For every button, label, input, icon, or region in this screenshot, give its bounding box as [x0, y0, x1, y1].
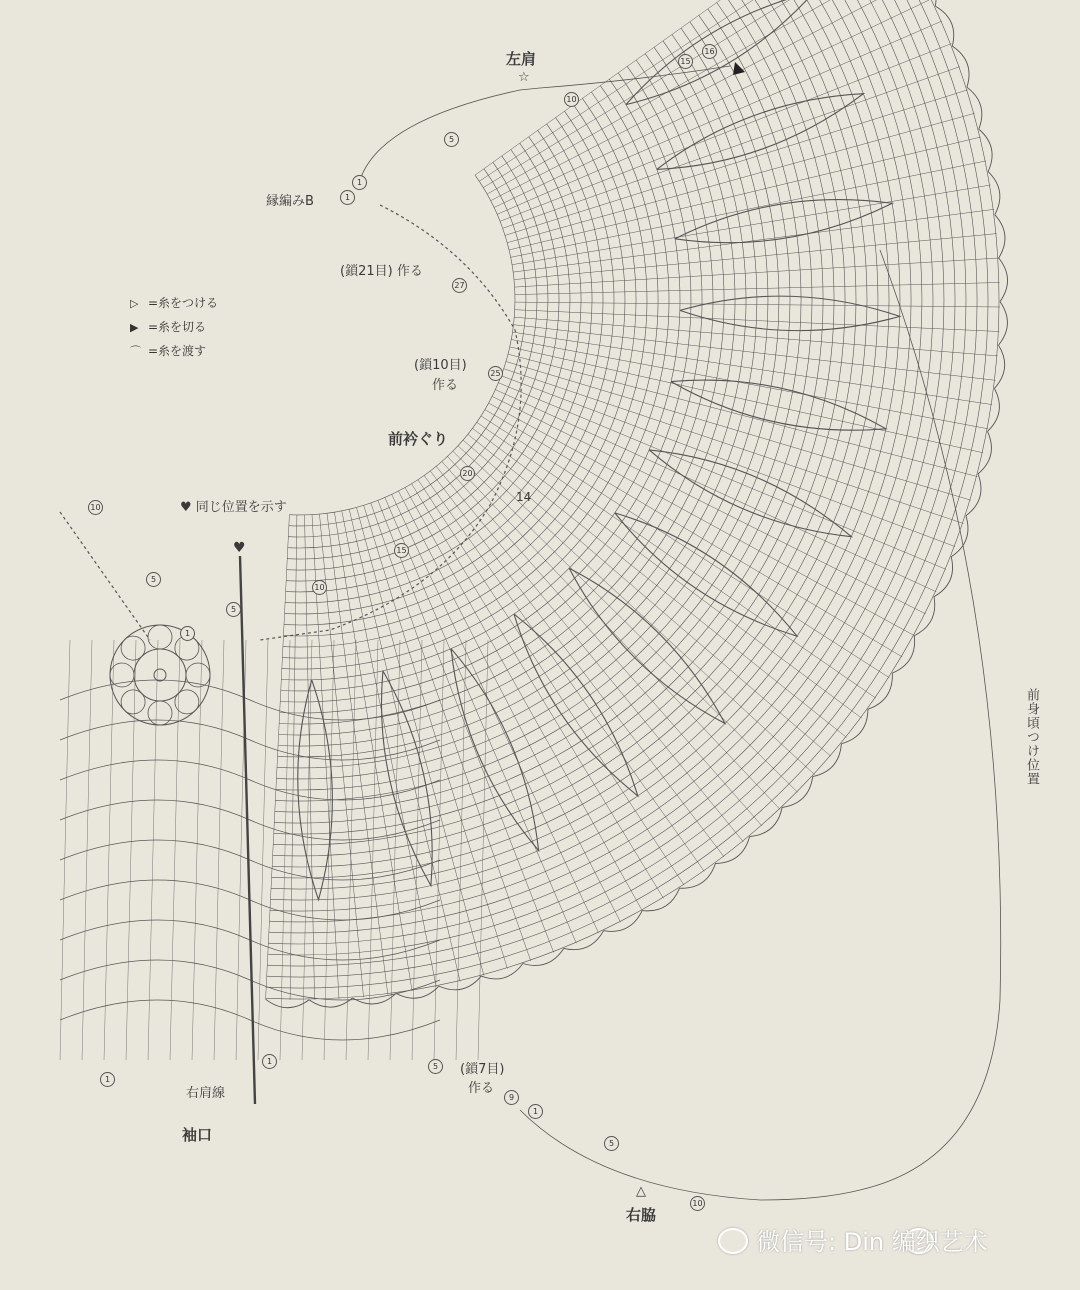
label-front-neckline: 前衿ぐり: [388, 430, 449, 448]
side-bracket: [520, 1110, 860, 1200]
scallop-edge: [642, 888, 679, 911]
row-number: 1: [340, 190, 355, 205]
stitch-column: [500, 44, 951, 222]
stitch-column: [442, 462, 762, 826]
scallop-edge: [978, 431, 991, 474]
stitch-column: [485, 410, 902, 657]
legend-item-carry: [130, 342, 206, 359]
row-arc: [280, 60, 713, 713]
stitch-column: [498, 383, 946, 570]
open-triangle-icon: ▷: [130, 297, 139, 310]
stitch-column: [378, 500, 554, 952]
stitch-column: [509, 137, 981, 250]
row-arc: [271, 0, 889, 889]
label-right-side: 右脇: [626, 1206, 657, 1224]
row-number: 1: [528, 1104, 543, 1119]
scallop-edge: [979, 129, 992, 172]
row-number: 10: [88, 500, 103, 515]
stitch-column: [514, 325, 996, 381]
label-chain21: (鎖21目) 作る: [340, 264, 423, 279]
wechat-logo-icon: [718, 1228, 748, 1254]
scallop-edge: [999, 258, 1008, 302]
row-number: 27: [452, 278, 467, 293]
scallop-edge: [481, 964, 523, 979]
stitch-column: [492, 396, 926, 614]
row-number: 5: [146, 572, 161, 587]
legend-text: =糸をつける: [148, 296, 219, 310]
sleeve-stitch: [126, 640, 136, 1060]
sleeve-stitch: [82, 640, 92, 1060]
stitch-column: [418, 480, 684, 886]
stitch-column: [512, 185, 990, 265]
row-number: 10: [564, 92, 579, 107]
row-number: 1: [352, 175, 367, 190]
label-left-shoulder: 左肩: [506, 50, 537, 68]
stitch-column: [327, 513, 388, 994]
stitch-column: [489, 403, 915, 635]
sleeve-row: [60, 1000, 440, 1040]
neckline-edge: [60, 512, 150, 640]
row-number: 1: [100, 1072, 115, 1087]
sleeve-stitch: [192, 640, 202, 1060]
legend-text: =糸を渡す: [148, 344, 207, 358]
stitch-column: [511, 161, 986, 257]
scallop-edge: [952, 46, 969, 87]
row-arc: [281, 79, 680, 680]
row-number: 5: [428, 1059, 443, 1074]
flower-center: [154, 669, 166, 681]
flower-petal: [110, 663, 134, 687]
stitch-column: [515, 283, 1000, 295]
flower-petal: [148, 625, 172, 649]
shoulder-bracket: [540, 66, 730, 88]
scallop-edge: [841, 709, 868, 744]
scallop-edge: [999, 302, 1008, 346]
sleeve-stitch: [478, 640, 488, 1060]
stitch-column: [491, 0, 921, 201]
sleeve-stitch: [280, 640, 290, 1060]
legend-text: =糸を切る: [148, 320, 207, 334]
row-number: 5: [604, 1136, 619, 1151]
stitch-column: [334, 512, 412, 991]
row-arc: [278, 41, 746, 746]
legend-item-attach: [130, 294, 218, 311]
row-number: 15: [394, 543, 409, 558]
front-body-bracket: [860, 250, 1001, 1190]
scallop-edge: [439, 976, 481, 990]
row-number: 20: [460, 466, 475, 481]
label-same-position: ♥ 同じ位置を示す: [180, 500, 287, 515]
row-arc: [271, 0, 900, 900]
scallop-edge: [604, 911, 643, 932]
filled-triangle-icon: [733, 62, 745, 75]
filled-triangle-icon: ▶: [130, 321, 139, 334]
row-arc: [289, 175, 515, 515]
row-number: 15: [678, 54, 693, 69]
scallop-edge: [934, 557, 953, 597]
row-number: 5: [226, 602, 241, 617]
label-right-shoulder-line: 右肩線: [186, 1086, 226, 1101]
row-arc: [281, 73, 691, 691]
label-chain7-a: (鎖7目): [460, 1062, 505, 1077]
row-arc: [274, 0, 823, 823]
row-arc: [278, 35, 757, 757]
sleeve-stitch: [60, 640, 70, 1060]
label-cuff: 袖口: [182, 1126, 213, 1144]
sleeve-row: [60, 800, 440, 840]
stitch-column: [412, 484, 664, 899]
stitch-column: [463, 440, 831, 756]
sleeve-stitch: [434, 640, 444, 1060]
stitch-column: [385, 498, 576, 944]
scallop-edge: [868, 673, 892, 709]
row-number: 10: [312, 580, 327, 595]
stitch-column: [453, 451, 798, 792]
row-number: 1: [180, 626, 195, 641]
label-chain7-b: 作る: [468, 1081, 495, 1096]
row-arc: [273, 0, 845, 845]
flower-motif: [110, 625, 210, 725]
scallop-edge: [715, 837, 749, 864]
scallop-edge: [813, 744, 842, 777]
row-arc: [288, 162, 537, 537]
row-number: 25: [488, 366, 503, 381]
flower-petal: [121, 636, 145, 660]
stitch-column: [510, 347, 983, 453]
scallop-edge: [914, 597, 934, 636]
row-number: 10: [690, 1196, 705, 1211]
label-chain10-b: 作る: [432, 378, 459, 393]
right-shoulder-line: [240, 556, 255, 1104]
scallop-edge: [951, 516, 968, 557]
arc-icon: ⌒: [130, 345, 141, 358]
row-arc: [268, 0, 955, 955]
row-number: 9: [504, 1090, 519, 1105]
scallop-edge: [966, 474, 981, 516]
row-number: 5: [444, 132, 459, 147]
row-arc: [277, 28, 768, 768]
row-arc: [273, 0, 856, 856]
sleeve-stitch: [104, 640, 114, 1060]
stitch-column: [448, 457, 781, 810]
stitch-column: [504, 369, 964, 524]
row-arc: [272, 0, 867, 867]
sleeve-stitch: [258, 640, 268, 1060]
label-chain10-a: (鎖10目): [414, 358, 467, 373]
scallop-edge: [680, 864, 716, 889]
row-number-plain: 14: [516, 490, 532, 504]
stitch-column: [505, 90, 968, 236]
watermark-text: 微信号: Din 编织艺术: [756, 1228, 988, 1256]
scallop-edge: [988, 172, 1000, 215]
label-right-side-mark: △: [636, 1184, 646, 1199]
row-number: 16: [702, 44, 717, 59]
flower-petal: [148, 701, 172, 725]
stitch-column: [290, 515, 297, 1000]
scallop-edge: [523, 948, 564, 965]
label-front-body-attach: 前身頃つけ位置: [1024, 688, 1039, 786]
row-arc: [275, 3, 812, 813]
label-left-shoulder-mark: ☆: [518, 70, 530, 85]
scallop-edge: [266, 999, 310, 1008]
scallop-edge: [750, 808, 783, 837]
heart-icon: ♥: [233, 540, 246, 556]
scallop-edge: [988, 388, 1000, 431]
scallop-edge: [892, 636, 914, 674]
row-number: 1: [262, 1054, 277, 1069]
row-arc: [289, 169, 526, 526]
row-arc: [268, 0, 944, 944]
sleeve-stitch: [324, 640, 334, 1060]
stitch-column: [424, 476, 704, 872]
row-arc: [279, 54, 724, 724]
row-arc: [269, 0, 933, 933]
scallop-edge: [967, 87, 982, 129]
stitch-column: [473, 428, 862, 718]
row-arc: [282, 92, 658, 658]
scallop-edge: [564, 931, 604, 950]
stitch-column: [515, 302, 1000, 307]
flower-petal: [121, 690, 145, 714]
label-edging-b: 縁編みB: [266, 194, 314, 209]
scallop-edge: [935, 6, 953, 46]
sleeve-row: [60, 840, 440, 880]
legend-item-cut: [130, 318, 206, 335]
